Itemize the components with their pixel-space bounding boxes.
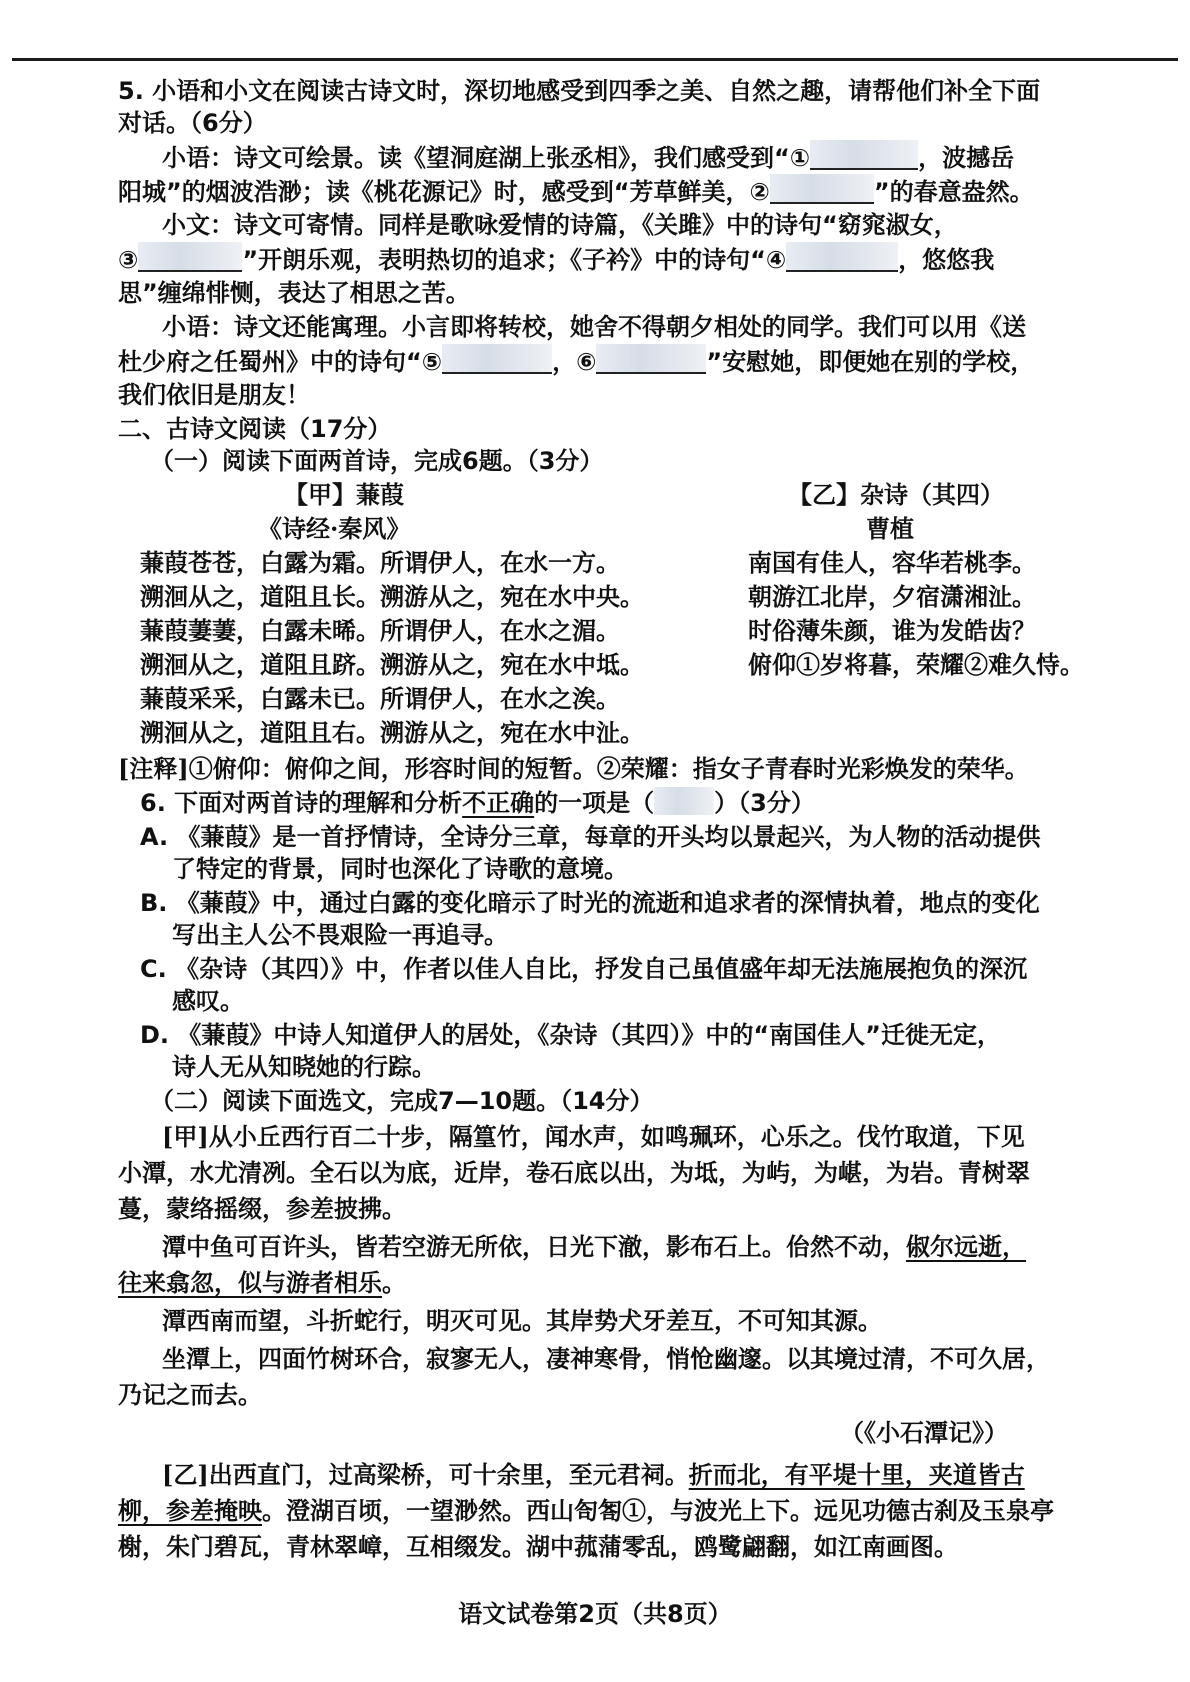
poem-jia-line: 溯洄从之，道阻且跻。溯游从之，宛在水中坻。: [140, 650, 644, 679]
q5-para7: [118, 344, 1034, 379]
answer-blank-1[interactable]: [810, 140, 918, 170]
poem-jia-line: 蒹葭萋萋，白露未晞。所谓伊人，在水之湄。: [140, 616, 620, 645]
passage-text: 。: [382, 1268, 406, 1297]
answer-blank-5[interactable]: [442, 344, 552, 374]
q6-option-b-cont: 写出主人公不畏艰险一再追寻。: [172, 921, 508, 949]
q6-option-c: C. 《杂诗（其四）》中，作者以佳人自比，抒发自己虽值盛年却无法施展抱负的深沉: [140, 955, 1028, 983]
q5-text: ③: [118, 246, 139, 274]
q5-text: 小语：诗文可绘景。读《望洞庭湖上张丞相》，我们感受到“①: [162, 144, 811, 172]
q5-text: 杜少府之任蜀州》中的诗句“⑤: [118, 348, 443, 376]
poem-yi-line: 时俗薄朱颜，谁为发皓齿？: [748, 616, 1036, 645]
poem-yi-author: 曹植: [866, 514, 914, 543]
q5-para6: 小语：诗文还能寓理。小言即将转校，她舍不得朝夕相处的同学。我们可以用《送: [162, 313, 1026, 341]
q5-line2: 对话。（6分）: [118, 109, 267, 137]
sub-section-2: （二）阅读下面选文，完成7—10题。（14分）: [150, 1087, 654, 1115]
answer-blank-4[interactable]: [786, 242, 898, 272]
poem-jia-source: 《诗经·秦风》: [258, 514, 411, 543]
annotation: [注释]①俯仰：俯仰之间，形容时间的短暂。②荣耀：指女子青春时光彩焕发的荣华。: [118, 754, 1029, 783]
q6-text: 6. 下面对两首诗的理解和分析: [140, 789, 463, 817]
answer-blank-3[interactable]: [138, 242, 242, 272]
underlined-sentence: 折而北，有平堤十里，夹道皆古: [688, 1460, 1025, 1489]
poem-jia-line: 蒹葭采采，白露未已。所谓伊人，在水之涘。: [140, 684, 620, 713]
passage-jia-line: 坐潭上，四面竹树环合，寂寥无人，凄神寒骨，悄怆幽邃。以其境过清，不可久居，: [162, 1344, 1050, 1373]
passage-jia-line: 蔓，蒙络摇缀，参差披拂。: [118, 1194, 406, 1223]
q6-option-d: D. 《蒹葭》中诗人知道伊人的居处，《杂诗（其四）》中的“南国佳人”迁徙无定，: [140, 1021, 1001, 1049]
poem-jia-line: 溯洄从之，道阻且长。溯游从之，宛在水中央。: [140, 582, 644, 611]
q6-option-c-cont: 感叹。: [172, 987, 244, 1015]
passage-yi-line: [118, 1494, 1054, 1528]
section-title: 二、古诗文阅读（17分）: [118, 415, 392, 443]
underlined-sentence: 往来翕忽，似与游者相乐: [118, 1268, 382, 1297]
q5-text: ，悠悠我: [898, 246, 995, 274]
passage-text: 。澄湖百顷，一望渺然。西山匌匒①，与波光上下。远见功德古刹及玉泉亭: [262, 1496, 1054, 1525]
passage-jia-line: 乃记之而去。: [118, 1380, 262, 1409]
passage-jia-line: [118, 1266, 406, 1300]
page-footer: 语文试卷第2页（共8页）: [458, 1600, 732, 1628]
passage-jia-line: 潭西南而望，斗折蛇行，明灭可见。其岸势犬牙差互，不可知其源。: [162, 1306, 882, 1335]
q5-text: ”开朗乐观，表明热切的追求；《子衿》中的诗句“④: [242, 246, 787, 274]
q5-para8: 我们依旧是朋友！: [118, 381, 310, 409]
answer-blank-q6[interactable]: [654, 787, 714, 815]
answer-blank-6[interactable]: [596, 344, 706, 374]
q6-text: 的一项是（: [534, 789, 655, 817]
underlined-sentence: 柳，参差掩映: [118, 1496, 262, 1525]
q6-option-b: B. 《蒹葭》中，通过白露的变化暗示了时光的流逝和追求者的深情执着，地点的变化: [140, 889, 1040, 917]
q6-emphasis: 不正确: [462, 789, 535, 817]
q5-text: 阳城”的烟波浩渺；读《桃花源记》时，感受到“芳草鲜美，②: [118, 178, 770, 206]
q5-text: ”安慰她，即便她在别的学校，: [706, 348, 1035, 376]
q6-option-a: A. 《蒹葭》是一首抒情诗，全诗分三章，每章的开头均以景起兴，为人物的活动提供: [140, 823, 1041, 851]
passage-text: 潭中鱼可百许头，皆若空游无所依，日光下澈，影布石上。佁然不动，: [162, 1232, 906, 1261]
q5-para5: 思”缠绵悱恻，表达了相思之苦。: [118, 279, 470, 307]
q5-para4: [118, 242, 994, 277]
q6-text: ）（3分）: [714, 789, 815, 817]
q5-text: ”的春意盎然。: [873, 178, 1034, 206]
q5-para2: [118, 174, 1034, 209]
poem-jia-title: 【甲】蒹葭: [284, 480, 404, 509]
answer-blank-2[interactable]: [770, 174, 874, 204]
q6-option-d-cont: 诗人无从知晓她的行踪。: [172, 1053, 436, 1081]
passage-jia-source: （《小石潭记》）: [840, 1418, 1008, 1447]
poem-yi-title: 【乙】杂诗（其四）: [788, 480, 1004, 509]
passage-yi-line: 榭，朱门碧瓦，青林翠嶂，互相缀发。湖中菰蒲零乱，鸥鹭翩翻，如江南画图。: [118, 1532, 958, 1561]
q5-para1: [162, 140, 1014, 175]
q6-option-a-cont: 了特定的背景，同时也深化了诗歌的意境。: [172, 855, 628, 883]
poem-yi-line: 南国有佳人，容华若桃李。: [748, 548, 1036, 577]
underlined-sentence: 俶尔远逝，: [906, 1232, 1026, 1261]
q6-stem: [140, 786, 815, 820]
passage-jia-line: [162, 1230, 1026, 1264]
top-rule: [12, 58, 1178, 61]
passage-jia-line: 小潭，水尤清冽。全石以为底，近岸，卷石底以出，为坻，为屿，为嵁，为岩。青树翠: [118, 1158, 1030, 1187]
sub-section-1: （一）阅读下面两首诗，完成6题。（3分）: [150, 447, 604, 475]
poem-jia-line: 溯洄从之，道阻且右。溯游从之，宛在水中沚。: [140, 718, 644, 747]
poem-jia-line: 蒹葭苍苍，白露为霜。所谓伊人，在水一方。: [140, 548, 620, 577]
q5-para3: 小文：诗文可寄情。同样是歌咏爱情的诗篇，《关雎》中的诗句“窈窕淑女，: [162, 211, 958, 239]
q5-text: ，⑥: [552, 348, 597, 376]
q5-line1: 5. 小语和小文在阅读古诗文时，深切地感受到四季之美、自然之趣，请帮他们补全下面: [118, 77, 1041, 105]
poem-yi-line: 朝游江北岸，夕宿潇湘沚。: [748, 582, 1036, 611]
passage-yi-line: [162, 1458, 1025, 1492]
q5-text: ，波撼岳: [918, 144, 1015, 172]
poem-yi-line: 俯仰①岁将暮，荣耀②难久恃。: [748, 650, 1084, 679]
passage-text: [乙]出西直门，过高梁桥，可十余里，至元君祠。: [162, 1460, 689, 1489]
passage-jia-line: [甲]从小丘西行百二十步，隔篁竹，闻水声，如鸣珮环，心乐之。伐竹取道，下见: [162, 1122, 1025, 1151]
